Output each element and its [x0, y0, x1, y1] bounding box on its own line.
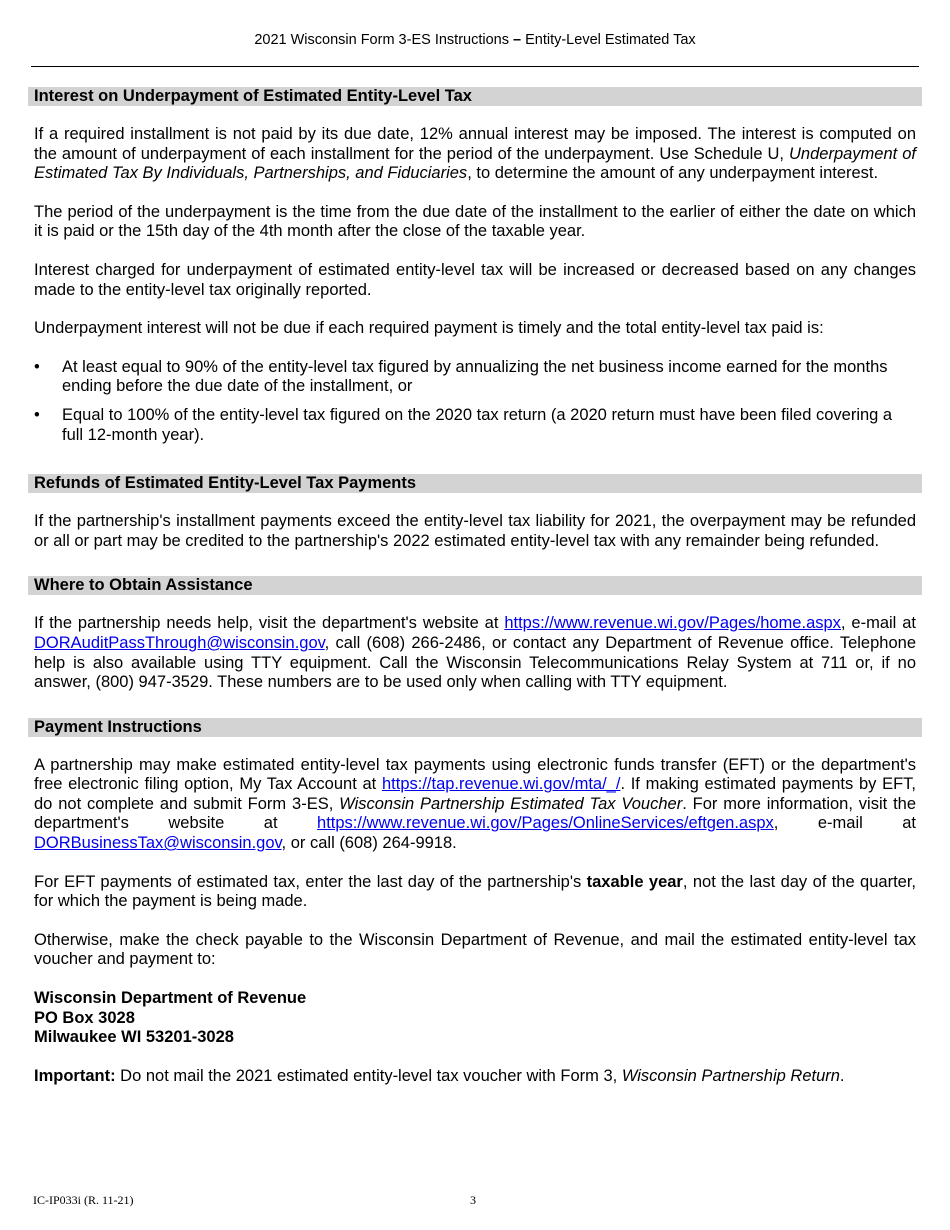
list-item: • At least equal to 90% of the entity-level tax figured by annualizing the net business income earned for the months ending before the due date of the installment, or	[34, 357, 888, 396]
bullet-icon: •	[34, 357, 40, 376]
section-heading-payment: Payment Instructions	[28, 718, 922, 737]
payment-paragraph-1: A partnership may make estimated entity-level tax payments using electronic funds transfer (EFT) or the department's free electronic filing option, My Tax Account at https://tap.revenue.wi.gov/mta/_/. If making estimated payments by EFT, do not complete and submit Form 3-ES, Wisconsin Partnership Estimated Tax Voucher. For more information, visit the department's website at https://www.revenue.wi.gov/Pages/OnlineServices/eftgen.aspx, e-mail at DORBusinessTax@wisconsin.gov, or call (608) 264-9918.	[34, 755, 917, 853]
payment-paragraph-3: Otherwise, make the check payable to the Wisconsin Department of Revenue, and mail the estimated entity-level tax voucher and payment to:	[34, 930, 916, 969]
address-line: Wisconsin Department of Revenue	[34, 989, 307, 1008]
my-tax-account-link[interactable]: https://tap.revenue.wi.gov/mta/_/	[381, 775, 621, 794]
refunds-paragraph: If the partnership's installment payments exceed the entity-level tax liability for 2021, the overpayment may be refunded or all or part may be credited to the partnership's 2022 estimated entity-level tax with any remainder being refunded.	[34, 512, 916, 550]
payment-paragraph-2: For EFT payments of estimated tax, enter the last day of the partnership's taxable year, not the last day of the quarter, for which the payment is being made.	[34, 872, 917, 911]
page-header	[0, 32, 950, 48]
assistance-paragraph: If the partnership needs help, visit the department's website at https://www.revenue.wi.gov/Pages/home.aspx, e-mail at DORAuditPassThrough@wisconsin.gov, call (608) 266-2486, or contact any Department of Revenue office. Telephone help is also available using TTY equipment. Call the Wisconsin Telecommunications Relay System at 711 or, if no answer, (800) 947-3529. These numbers are to be used only when calling with TTY equipment.	[34, 614, 916, 692]
interest-paragraph-4: Underpayment interest will not be due if each required payment is timely and the total entity-level tax paid is:	[34, 319, 824, 338]
interest-bullet-list	[28, 358, 922, 445]
page-number: 3	[470, 1193, 476, 1207]
important-note: Important: Do not mail the 2021 estimated entity-level tax voucher with Form 3, Wisconsin Partnership Return.	[34, 1066, 845, 1085]
address-line: PO Box 3028	[34, 1008, 135, 1027]
header-title-part1: 2021 Wisconsin Form 3-ES Instructions	[254, 32, 509, 48]
header-divider	[31, 66, 919, 67]
interest-paragraph-2: The period of the underpayment is the time from the due date of the installment to the earlier of either the date on which it is paid or the 15th day of the 4th month after the close of the taxable year.	[34, 202, 916, 241]
interest-paragraph-3: Interest charged for underpayment of estimated entity-level tax will be increased or decreased based on any changes made to the entity-level tax originally reported.	[34, 260, 916, 299]
business-tax-email-link[interactable]: DORBusinessTax@wisconsin.gov	[34, 834, 282, 853]
section-heading-assistance: Where to Obtain Assistance	[28, 576, 922, 595]
header-dash: –	[508, 32, 526, 48]
eft-info-link[interactable]: https://www.revenue.wi.gov/Pages/OnlineServices/eftgen.aspx	[317, 814, 774, 833]
form-id: IC-IP033i (R. 11-21)	[33, 1193, 134, 1207]
audit-email-link[interactable]: DORAuditPassThrough@wisconsin.gov	[34, 633, 325, 652]
list-item: • Equal to 100% of the entity-level tax figured on the 2020 tax return (a 2020 return must have been filed covering a full 12-month year).	[34, 405, 893, 444]
section-heading-interest: Interest on Underpayment of Estimated Entity-Level Tax	[28, 87, 922, 106]
address-line: Milwaukee WI 53201-3028	[34, 1028, 234, 1047]
dor-website-link[interactable]: https://www.revenue.wi.gov/Pages/home.aspx	[504, 614, 841, 633]
section-heading-refunds: Refunds of Estimated Entity-Level Tax Payments	[28, 474, 922, 493]
document-body	[28, 87, 922, 1086]
header-title-part2: Entity-Level Estimated Tax	[525, 32, 696, 48]
mailing-address	[28, 989, 922, 1048]
interest-paragraph-1: If a required installment is not paid by its due date, 12% annual interest may be imposed. The interest is computed on the amount of underpayment of each installment for the period of the underpayment. Use Schedule U, Underpayment of Estimated Tax By Individuals, Partnerships, and Fiduciaries, to determine the amount of any underpayment interest.	[34, 125, 916, 183]
bullet-icon: •	[34, 405, 40, 424]
